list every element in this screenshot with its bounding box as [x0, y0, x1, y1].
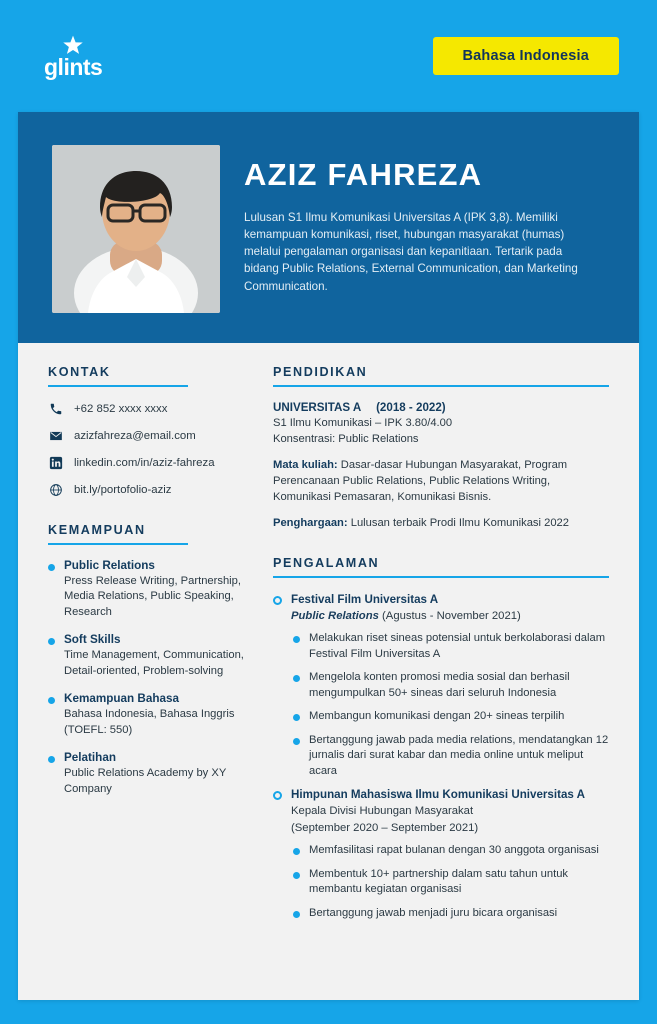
section-divider [48, 543, 188, 545]
bullet-dot-icon [293, 872, 300, 879]
skills-title: KEMAMPUAN [48, 523, 146, 537]
education-concentration: Konsentrasi: Public Relations [273, 432, 419, 445]
skill-name: Pelatihan [64, 751, 116, 765]
experience-entry [273, 787, 609, 921]
envelope-icon [48, 428, 63, 443]
bullet-dot-icon [293, 636, 300, 643]
skill-desc: Time Management, Communication, Detail-oriented, Problem-solving [64, 649, 244, 677]
skill-name: Kemampuan Bahasa [64, 692, 179, 706]
experience-bullets [293, 843, 609, 921]
resume-body [18, 343, 639, 955]
bullet-text: Bertanggung jawab menjadi juru bicara organisasi [309, 906, 558, 919]
section-divider [273, 385, 609, 387]
experience-entry [273, 592, 609, 779]
list-item [293, 709, 609, 724]
bullet-dot-icon [48, 564, 55, 571]
contact-section [48, 365, 253, 497]
glints-logo[interactable] [44, 34, 102, 79]
skill-item [48, 559, 253, 620]
skill-item [48, 692, 253, 738]
language-badge[interactable]: Bahasa Indonesia [433, 37, 620, 75]
education-institution-line [273, 401, 609, 414]
skill-desc: Public Relations Academy by XY Company [64, 767, 227, 795]
list-item [293, 843, 609, 858]
timeline-marker-icon [273, 791, 282, 800]
experience-role-period: (Agustus - November 2021) [378, 609, 521, 622]
education-award-label: Penghargaan: [273, 517, 348, 530]
section-divider [273, 576, 609, 578]
contact-email-value: azizfahreza@email.com [74, 429, 196, 442]
profile-summary: Lulusan S1 Ilmu Komunikasi Universitas A (IPK 3,8). Memiliki kemampuan komunikasi, riset, hubungan masyarakat (humas) melalui pengalaman organisasi dan kepanitiaan. Tertarik pada bidang Public Relations, External Communication, dan Marketing Communication. [244, 211, 578, 293]
bullet-dot-icon [48, 638, 55, 645]
skill-desc: Bahasa Indonesia, Bahasa Inggris (TOEFL: 550) [64, 708, 235, 736]
bullet-text: Membentuk 10+ partnership dalam satu tahun untuk membantu kegiatan organisasi [309, 867, 569, 896]
contact-title: KONTAK [48, 365, 111, 379]
education-courses-value: Dasar-dasar Hubungan Masyarakat, Program Perencanaan Public Relations, Public Relations Writing, Komunikasi Pemasaran, Komunikasi Bisnis. [273, 459, 568, 503]
experience-org: Himpunan Mahasiswa Ilmu Komunikasi Universitas A [291, 788, 585, 802]
contact-portfolio[interactable] [48, 482, 253, 497]
education-years: (2018 - 2022) [376, 401, 446, 414]
list-item [293, 733, 609, 779]
bullet-dot-icon [293, 738, 300, 745]
contact-email[interactable] [48, 428, 253, 443]
contact-phone[interactable] [48, 401, 253, 416]
right-column [273, 365, 609, 929]
bullet-dot-icon [293, 848, 300, 855]
list-item [293, 670, 609, 701]
experience-role-title: Public Relations [291, 609, 379, 622]
skill-item [48, 633, 253, 679]
education-title: PENDIDIKAN [273, 365, 368, 379]
experience-bullets [293, 631, 609, 779]
list-item [293, 867, 609, 898]
contact-phone-value: +62 852 xxxx xxxx [74, 402, 168, 415]
contact-linkedin-value: linkedin.com/in/aziz-fahreza [74, 456, 215, 469]
skill-name: Soft Skills [64, 633, 121, 647]
education-award-value: Lulusan terbaik Prodi Ilmu Komunikasi 2022 [347, 517, 569, 530]
education-section [273, 365, 609, 532]
phone-icon [48, 401, 63, 416]
candidate-name: AZIZ FAHREZA [244, 157, 483, 192]
bullet-text: Melakukan riset sineas potensial untuk berkolaborasi dalam Festival Film Universitas A [309, 632, 606, 660]
contact-portfolio-value: bit.ly/portofolio-aziz [74, 483, 172, 496]
bullet-dot-icon [293, 911, 300, 918]
list-item [293, 906, 609, 921]
experience-role-period: (September 2020 – September 2021) [291, 821, 479, 834]
experience-role [291, 609, 521, 625]
bullet-text: Memfasilitasi rapat bulanan dengan 30 anggota organisasi [309, 844, 599, 857]
bullet-text: Membangun komunikasi dengan 20+ sineas terpilih [309, 710, 565, 723]
education-degree: S1 Ilmu Komunikasi – IPK 3.80/4.00 [273, 417, 453, 429]
experience-org: Festival Film Universitas A [291, 593, 439, 607]
list-item [293, 631, 609, 662]
skill-item [48, 751, 253, 797]
bullet-text: Bertanggung jawab pada media relations, mendatangkan 12 jurnalis dari surat kabar dan media online untuk meliput acara [309, 733, 609, 777]
skills-section [48, 523, 253, 797]
bullet-text: Mengelola konten promosi media sosial dan berhasil mengumpulkan 50+ sineas dari seluruh Indonesia [309, 671, 570, 699]
avatar [52, 145, 220, 313]
skill-desc: Press Release Writing, Partnership, Media Relations, Public Speaking, Research [64, 575, 242, 618]
experience-title: PENGALAMAN [273, 556, 380, 571]
education-award [273, 516, 609, 532]
bullet-dot-icon [293, 675, 300, 682]
skill-name: Public Relations [64, 559, 155, 572]
experience-section [273, 556, 609, 921]
section-divider [48, 385, 188, 387]
left-column [48, 365, 253, 929]
linkedin-icon [48, 455, 63, 470]
timeline-marker-icon [273, 596, 282, 605]
contact-linkedin[interactable] [48, 455, 253, 470]
resume-header [18, 112, 639, 343]
resume-sheet [18, 112, 639, 1000]
top-bar [0, 0, 657, 112]
globe-icon [48, 482, 63, 497]
bullet-dot-icon [293, 714, 300, 721]
bullet-dot-icon [48, 697, 55, 704]
education-institution: UNIVERSITAS A [273, 401, 361, 414]
brand-name: glints [44, 53, 103, 80]
education-courses-label: Mata kuliah: [273, 459, 338, 472]
bullet-dot-icon [48, 756, 55, 763]
experience-role-title: Kepala Divisi Hubungan Masyarakat [291, 804, 474, 817]
education-courses [273, 458, 609, 505]
